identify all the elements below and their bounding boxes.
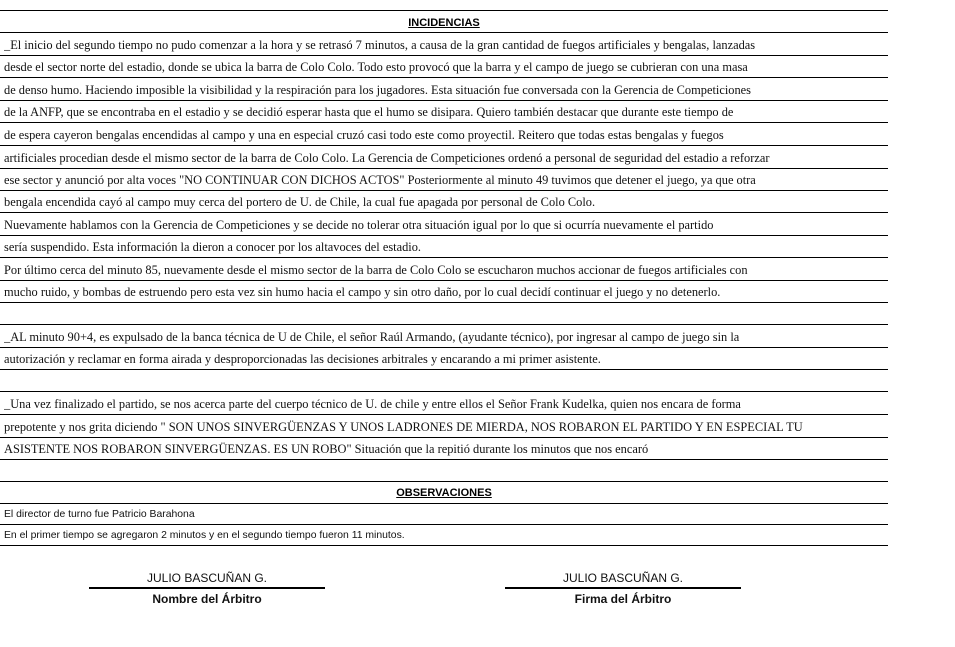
referee-signature-label: Firma del Árbitro: [574, 592, 672, 606]
divider: [0, 459, 888, 460]
divider: [0, 212, 888, 213]
observation-line: En el primer tiempo se agregaron 2 minutos y en el segundo tiempo fueron 11 minutos.: [4, 530, 405, 541]
incident-line: mucho ruido, y bombas de estruendo pero esta vez sin humo hacia el campo y sin otro daño, por lo cual decidí continuar el juego y no detenerlo.: [4, 285, 721, 299]
divider: [0, 503, 888, 504]
divider: [0, 524, 888, 525]
referee-signature-name: JULIO BASCUÑAN G.: [562, 571, 684, 585]
observation-line: El director de turno fue Patricio Barahona: [4, 509, 195, 520]
incident-line: artificiales procedian desde el mismo sector de la barra de Colo Colo. La Gerencia de Competiciones ordenó a personal de seguridad del estadio a reforzar: [4, 151, 770, 165]
divider: [0, 235, 888, 236]
divider: [0, 32, 888, 33]
divider: [0, 324, 888, 325]
divider: [0, 545, 888, 546]
referee-name: JULIO BASCUÑAN G.: [146, 571, 268, 585]
incident-line: de espera cayeron bengalas encendidas al campo y una en especial cruzó casi todo este como proyectil. Reitero que todas estas bengalas y fuegos: [4, 128, 724, 142]
divider: [0, 369, 888, 370]
divider: [0, 414, 888, 415]
divider: [0, 190, 888, 191]
incident-line: ASISTENTE NOS ROBARON SINVERGÜENZAS. ES UN ROBO" Situación que la repitió durante los minutos que nos encaró: [4, 442, 649, 456]
incident-line: prepotente y nos grita diciendo " SON UNOS SINVERGÜENZAS Y UNOS LADRONES DE MIERDA, NOS ROBARON EL PARTIDO Y EN ESPECIAL TU: [4, 420, 803, 434]
incident-line: Nuevamente hablamos con la Gerencia de Competiciones y se decide no tolerar otra situación igual por lo que si ocurría nuevamente el partido: [4, 218, 714, 232]
divider: [0, 77, 888, 78]
incident-line: de denso humo. Haciendo imposible la visibilidad y la respiración para los jugadores. Esta situación fue conversada con la Gerencia de Competiciones: [4, 83, 751, 97]
divider: [0, 122, 888, 123]
divider: [0, 55, 888, 56]
divider: [0, 391, 888, 392]
incident-line: desde el sector norte del estadio, donde se ubica la barra de Colo Colo. Todo esto provocó que la barra y el campo de juego se cubrieran con una masa: [4, 60, 748, 74]
incident-line: Por último cerca del minuto 85, nuevamente desde el mismo sector de la barra de Colo Colo se escucharon muchos accionar de fuegos artificiales con: [4, 263, 748, 277]
incident-line: de la ANFP, que se encontraba en el estadio y se decidió esperar hasta que el humo se disipara. Quiero también destacar que durante este tiempo de: [4, 105, 734, 119]
divider: [0, 100, 888, 101]
divider: [0, 347, 888, 348]
observaciones-heading: OBSERVACIONES: [396, 487, 492, 499]
incident-line: _Una vez finalizado el partido, se nos acerca parte del cuerpo técnico de U. de chile y entre ellos el Señor Frank Kudelka, quien nos encara de forma: [4, 397, 741, 411]
divider: [0, 168, 888, 169]
referee-signature-block: [505, 570, 741, 607]
signature-line: [505, 587, 741, 589]
incident-line: sería suspendido. Esta información la dieron a conocer por los altavoces del estadio.: [4, 240, 422, 254]
top-rule: [0, 10, 888, 11]
divider: [0, 302, 888, 303]
incident-line: _AL minuto 90+4, es expulsado de la banca técnica de U de Chile, el señor Raúl Armando, (ayudante técnico), por ingresar al campo de juego sin la: [4, 330, 740, 344]
divider: [0, 145, 888, 146]
incident-line: bengala encendida cayó al campo muy cerca del portero de U. de Chile, la cual fue apagada por personal de Colo Colo.: [4, 195, 596, 209]
incident-line: autorización y reclamar en forma airada y desproporcionadas las decisiones arbitrales y encarando a mi primer asistente.: [4, 352, 601, 366]
incident-line: ese sector y anunció por alta voces "NO CONTINUAR CON DICHOS ACTOS" Posteriormente al minuto 49 tuvimos que detener el juego, ya que otra: [4, 173, 756, 187]
incident-line: _El inicio del segundo tiempo no pudo comenzar a la hora y se retrasó 7 minutos, a causa de la gran cantidad de fuegos artificiales y bengalas, lanzadas: [4, 38, 756, 52]
signature-line: [89, 587, 325, 589]
referee-name-label: Nombre del Árbitro: [152, 592, 262, 606]
divider: [0, 481, 888, 482]
divider: [0, 437, 888, 438]
divider: [0, 257, 888, 258]
incidencias-heading: INCIDENCIAS: [408, 17, 480, 29]
divider: [0, 280, 888, 281]
referee-name-block: [89, 570, 325, 607]
